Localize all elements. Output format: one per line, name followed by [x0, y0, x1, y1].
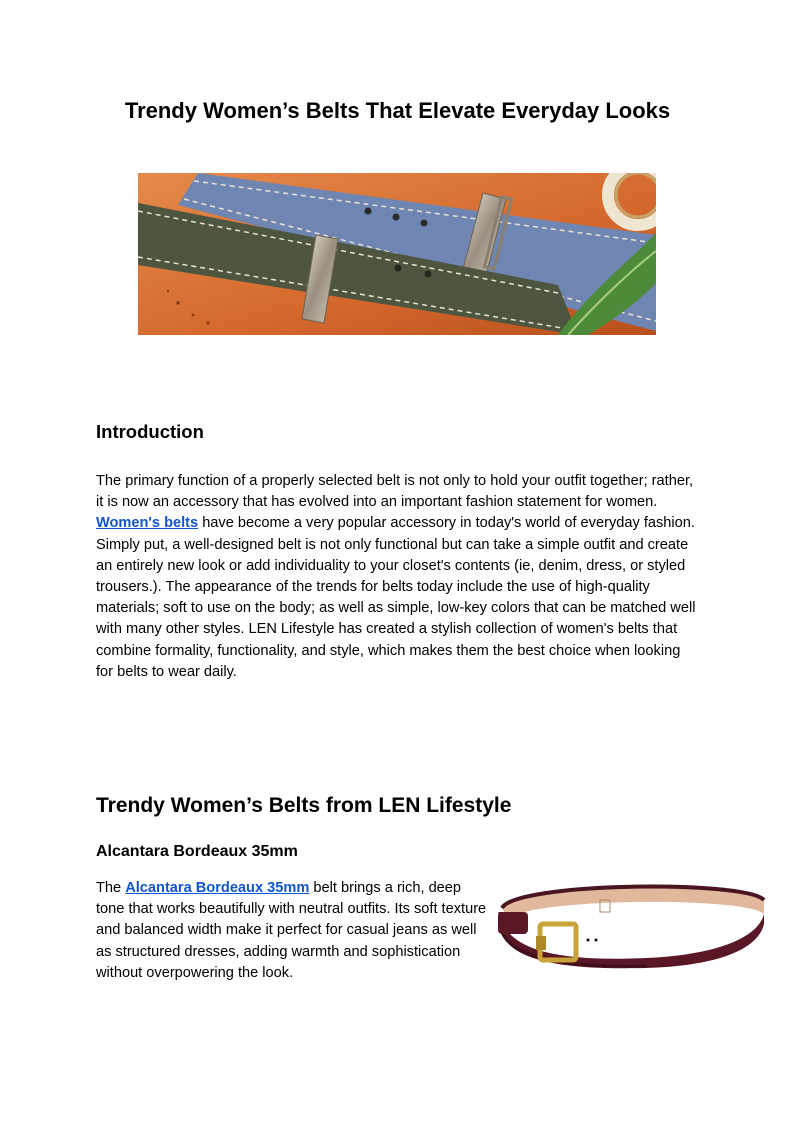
- intro-text-end: have become a very popular accessory in today's world of everyday fashion. Simply put, a well-designed belt is not only functional but can take a simple outfit and create an entirely new look or add individuality to your closet's contents (ie, denim, dress, or styled trousers.). The appearance of the trends for belts today include the use of high-quality materials; soft to use on the body; as well as simple, low-key colors that can be matched well with many other styles. LEN Lifestyle has created a stylish collection of women's belts that combine formality, functionality, and style, which makes them the best choice when looking for belts to wear daily.: [96, 515, 696, 680]
- bordeaux-belt-photo-icon: [496, 878, 768, 970]
- belts-photo-icon: [138, 173, 656, 335]
- product-text-end: belt brings a rich, deep tone that works beautifully with neutral outfits. Its soft texture and balanced width make it perfect for casual jeans as well as structured dresses, adding warmth and sophistication without overpowering the look.: [96, 880, 487, 981]
- product-description: [96, 878, 488, 984]
- intro-text-start: The primary function of a properly selected belt is not only to hold your outfit together; rather, it is now an accessory that has evolved into an important fashion statement for women.: [96, 473, 694, 511]
- hero-belts-image: [138, 173, 656, 335]
- alcantara-bordeaux-link[interactable]: Alcantara Bordeaux 35mm: [125, 880, 310, 896]
- introduction-paragraph: [96, 471, 696, 683]
- product-text-start: The: [96, 880, 126, 896]
- womens-belts-link[interactable]: Women's belts: [96, 515, 199, 532]
- bordeaux-belt-image: [496, 878, 768, 970]
- introduction-heading: Introduction: [96, 421, 204, 442]
- document-title: Trendy Women’s Belts That Elevate Everyday Looks: [124, 98, 671, 123]
- product-heading: Alcantara Bordeaux 35mm: [96, 843, 298, 860]
- section-heading: Trendy Women’s Belts from LEN Lifestyle: [96, 794, 512, 817]
